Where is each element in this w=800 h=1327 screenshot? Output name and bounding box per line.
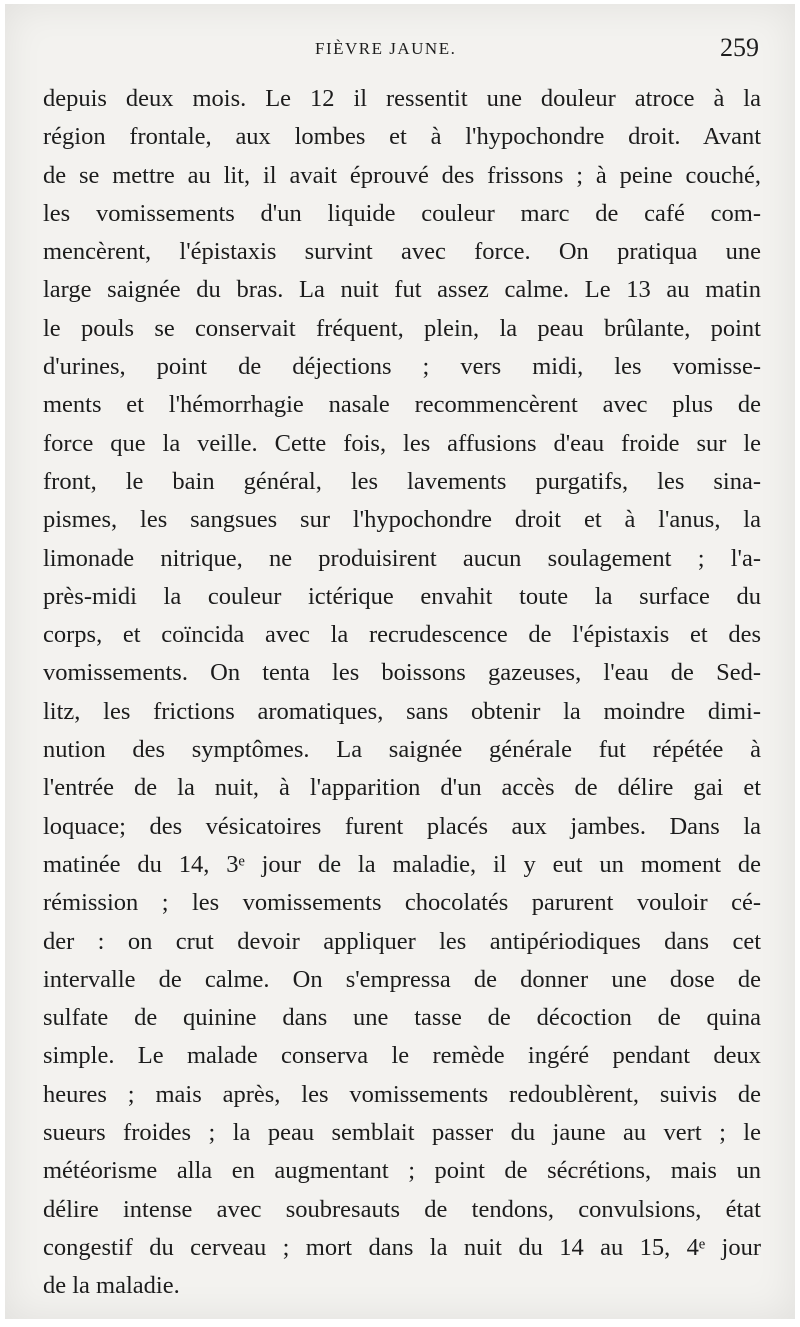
text-line: les vomissements d'un liquide couleur marc de café com- <box>43 199 761 227</box>
text-line: près-midi la couleur ictérique envahit toute la surface du <box>43 582 761 610</box>
running-head <box>5 33 795 67</box>
text-line: loquace; des vésicatoires furent placés aux jambes. Dans la <box>43 812 761 840</box>
text-line: le pouls se conservait fréquent, plein, la peau brûlante, point <box>43 314 761 342</box>
text-line: simple. Le malade conserva le remède ingéré pendant deux <box>43 1042 761 1070</box>
text-line: limonade nitrique, ne produisirent aucun soulagement ; l'a- <box>43 544 761 572</box>
text-line: rémission ; les vomissements chocolatés parurent vouloir cé- <box>43 889 761 917</box>
page-number: 259 <box>720 33 759 62</box>
text-line: l'entrée de la nuit, à l'apparition d'un accès de délire gai et <box>43 774 761 802</box>
text-line: front, le bain général, les lavements purgatifs, les sina- <box>43 467 761 495</box>
text-line: de se mettre au lit, il avait éprouvé des frissons ; à peine couché, <box>43 161 761 189</box>
text-line: nution des symptômes. La saignée générale fut répétée à <box>43 736 761 764</box>
text-line: large saignée du bras. La nuit fut assez calme. Le 13 au matin <box>43 276 761 304</box>
text-line: vomissements. On tenta les boissons gazeuses, l'eau de Sed- <box>43 659 761 687</box>
text-line: congestif du cerveau ; mort dans la nuit du 14 au 15, 4ᵉ jour <box>43 1233 761 1261</box>
text-line: der : on crut devoir appliquer les antipériodiques dans cet <box>43 927 761 955</box>
text-line: intervalle de calme. On s'empressa de donner une dose de <box>43 965 761 993</box>
running-title: FIÈVRE JAUNE. <box>315 39 457 58</box>
book-page <box>5 4 795 1319</box>
text-line: pismes, les sangsues sur l'hypochondre droit et à l'anus, la <box>43 506 761 534</box>
text-line: de la maladie. <box>43 1272 180 1300</box>
text-line: force que la veille. Cette fois, les affusions d'eau froide sur le <box>43 429 761 457</box>
text-line: matinée du 14, 3ᵉ jour de la maladie, il y eut un moment de <box>43 850 761 878</box>
text-line: délire intense avec soubresauts de tendons, convulsions, état <box>43 1195 761 1223</box>
body-paragraph <box>43 80 761 1306</box>
text-line: d'urines, point de déjections ; vers midi, les vomisse- <box>43 353 761 381</box>
text-line: météorisme alla en augmentant ; point de sécrétions, mais un <box>43 1157 761 1185</box>
text-line: mencèrent, l'épistaxis survint avec force. On pratiqua une <box>43 238 761 266</box>
text-line: sulfate de quinine dans une tasse de décoction de quina <box>43 1004 761 1032</box>
text-line: sueurs froides ; la peau semblait passer du jaune au vert ; le <box>43 1119 761 1147</box>
text-line: région frontale, aux lombes et à l'hypochondre droit. Avant <box>43 123 761 151</box>
text-line: ments et l'hémorrhagie nasale recommencèrent avec plus de <box>43 391 761 419</box>
text-line: heures ; mais après, les vomissements redoublèrent, suivis de <box>43 1080 761 1108</box>
text-line: corps, et coïncida avec la recrudescence de l'épistaxis et des <box>43 621 761 649</box>
text-line: litz, les frictions aromatiques, sans obtenir la moindre dimi- <box>43 697 761 725</box>
text-line: depuis deux mois. Le 12 il ressentit une douleur atroce à la <box>43 85 761 112</box>
